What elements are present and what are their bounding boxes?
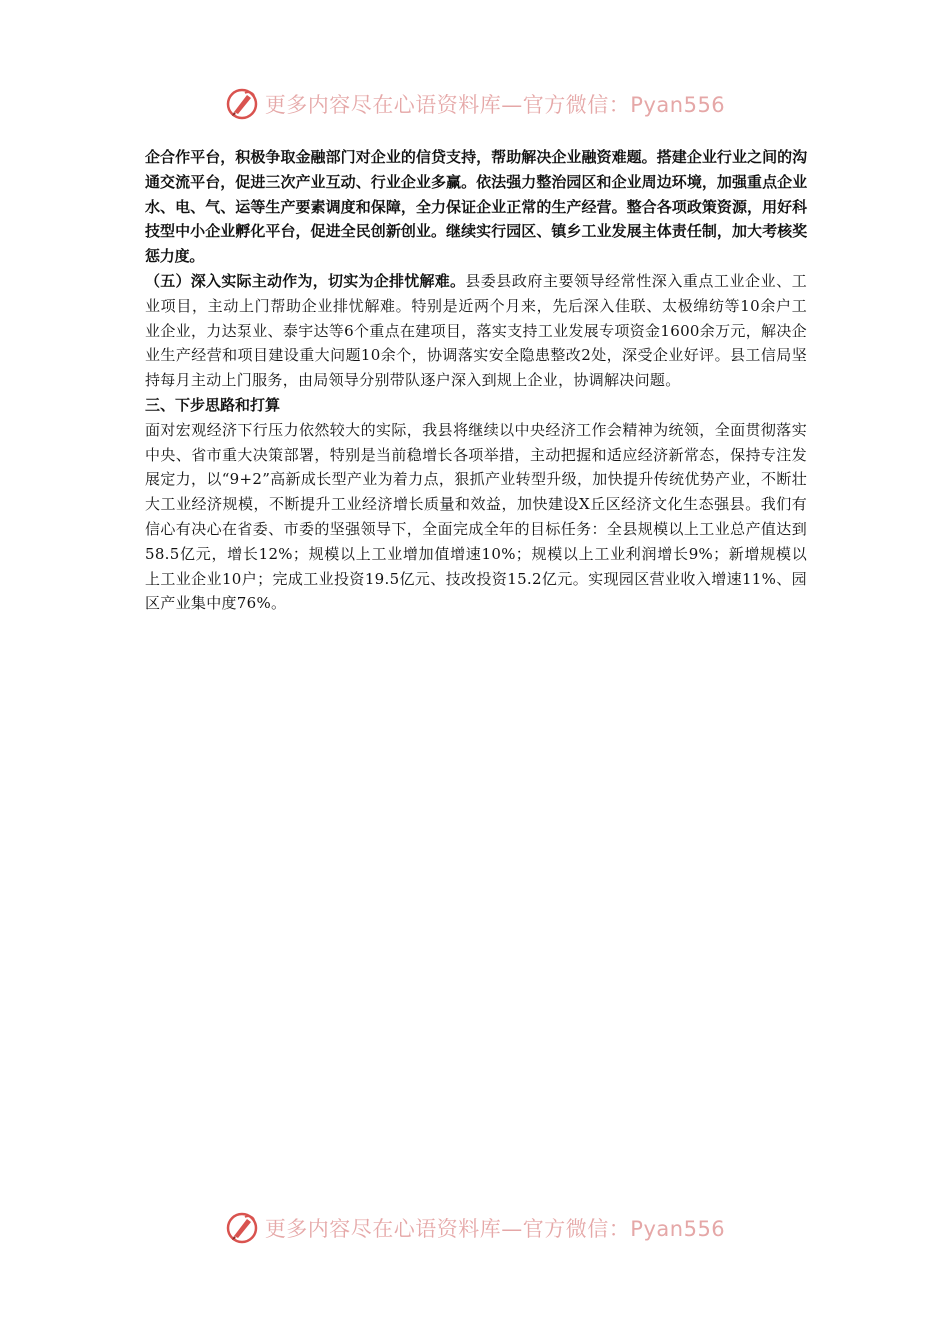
section-3-heading: 三、下步思路和打算 (145, 395, 281, 414)
paragraph-2 (145, 269, 807, 393)
paragraph-3: 面对宏观经济下行压力依然较大的实际，我县将继续以中央经济工作会精神为统领，全面贯彻落实中央、省市重大决策部署，特别是当前稳增长各项举措，主动把握和适应经济新常态，保持专注发展定力，以“9+2”高新成长型产业为着力点，狠抓产业转型升级，加快提升传统优势产业，不断壮大工业经济规模，不断提升工业经济增长质量和效益，加快建设X丘区经济文化生态强县。我们有信心有决心在省委、市委的坚强领导下，全面完成全年的目标任务：全县规模以上工业总产值达到58.5亿元，增长12%；规模以上工业增加值增速10%；规模以上工业利润增长9%；新增规模以上工业企业10户；完成工业投资19.5亿元、技改投资15.2亿元。实现园区营业收入增速11%、园区产业集中度76%。 (145, 420, 807, 613)
header-banner-text: 更多内容尽在心语资料库—官方微信：Pyan556 (264, 93, 726, 117)
paragraph-1: 企合作平台，积极争取金融部门对企业的信贷支持，帮助解决企业融资难题。搭建企业行业之间的沟通交流平台，促进三次产业互动、行业企业多赢。依法强力整治园区和企业周边环境，加强重点企业水、电、气、运等生产要素调度和保障，全力保证企业正常的生产经营。整合各项政策资源，用好科技型中小企业孵化平台，促进全民创新创业。继续实行园区、镇乡工业发展主体责任制，加大考核奖惩力度。 (145, 148, 807, 266)
quill-pen-logo-icon (225, 87, 259, 121)
quill-pen-logo-icon (225, 1211, 259, 1245)
footer-banner-text: 更多内容尽在心语资料库—官方微信：Pyan556 (264, 1217, 726, 1241)
header-banner (0, 82, 950, 126)
footer-banner (0, 1206, 950, 1250)
paragraph-2-text: 县委县政府主要领导经常性深入重点工业企业、工业项目，主动上门帮助企业排忧解难。特别是近两个月来，先后深入佳联、太极绵纺等10余户工业企业，力达泵业、泰宇达等6个重点在建项目，落实支持工业发展专项资金1600余万元，解决企业生产经营和项目建设重大问题10余个，协调落实安全隐患整改2处，深受企业好评。县工信局坚持每月主动上门服务，由局领导分别带队逐户深入到规上企业，协调解决问题。 (145, 271, 807, 390)
paragraph-2-lead: （五）深入实际主动作为，切实为企排忧解难。 (145, 271, 466, 290)
document-body (145, 145, 807, 616)
